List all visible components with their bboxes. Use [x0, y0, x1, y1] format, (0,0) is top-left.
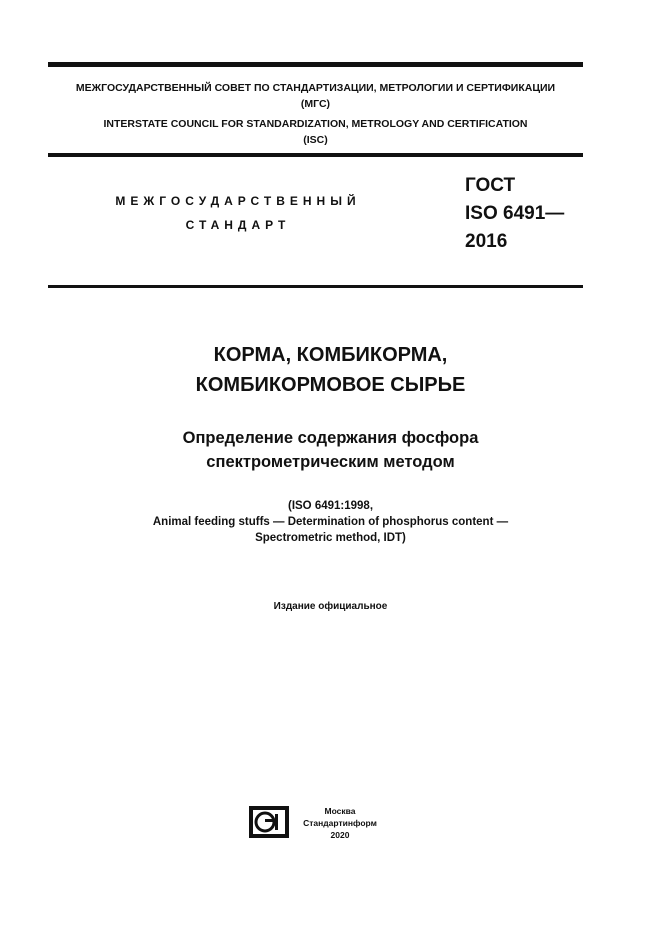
document-subtitle [48, 426, 613, 474]
subtitle-line2: спектрометрическим методом [206, 453, 455, 471]
council-name-en: INTERSTATE COUNCIL FOR STANDARDIZATION, METROLOGY AND CERTIFICATION [103, 118, 528, 130]
iso-reference-line1: (ISO 6491:1998, [287, 500, 374, 512]
iso-reference-line3: Spectrometric method, IDT) [255, 532, 406, 544]
header-rule [48, 285, 583, 288]
title-line1: КОРМА, КОМБИКОРМА, [213, 344, 448, 366]
standartinform-logo-icon [249, 806, 289, 838]
standard-kind-line2: СТАНДАРТ [185, 218, 291, 232]
council-abbr-en: (ISC) [303, 134, 328, 146]
publisher-year: 2020 [330, 830, 350, 840]
top-rule [48, 62, 583, 67]
council-abbr-ru: (МГС) [300, 98, 331, 110]
council-block [48, 80, 583, 148]
gost-line1: ГОСТ [465, 175, 516, 196]
gost-line3: 2016 [465, 231, 508, 252]
council-rule [48, 153, 583, 157]
title-line2: КОМБИКОРМОВОЕ СЫРЬЕ [195, 374, 466, 396]
publisher-city: Москва [324, 806, 356, 816]
iso-reference-line2: Animal feeding stuffs — Determination of phosphorus content — [152, 516, 509, 528]
iso-reference [48, 498, 613, 546]
subtitle-line1: Определение содержания фосфора [182, 429, 479, 447]
council-name-ru: МЕЖГОСУДАРСТВЕННЫЙ СОВЕТ ПО СТАНДАРТИЗАЦИИ, МЕТРОЛОГИИ И СЕРТИФИКАЦИИ [75, 82, 556, 94]
gost-line2: ISO 6491— [465, 203, 565, 224]
standard-kind [48, 189, 428, 237]
standard-kind-line1: МЕЖГОСУДАРСТВЕННЫЙ [115, 194, 361, 208]
publisher-name: Стандартинформ [303, 818, 377, 828]
publisher-block [300, 805, 380, 841]
gost-designation [465, 172, 564, 256]
document-title [48, 340, 613, 400]
edition-note: Издание официальное [273, 601, 388, 612]
